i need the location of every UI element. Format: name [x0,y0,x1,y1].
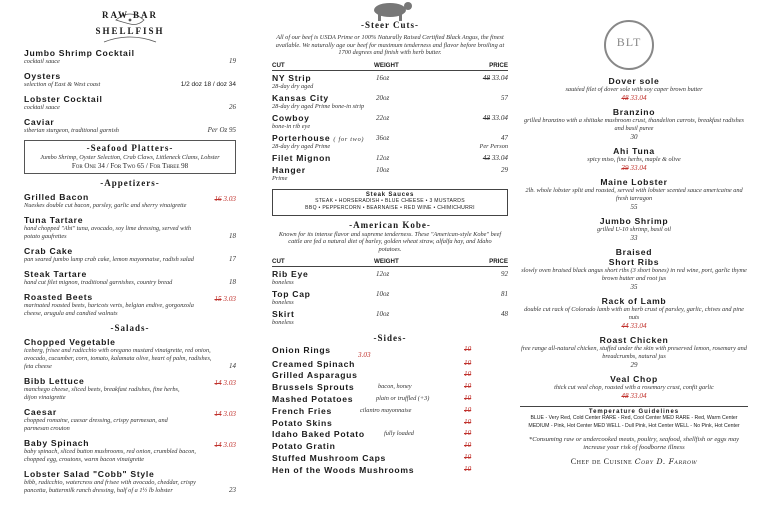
old-price: 14 [214,441,222,449]
steak-row [272,133,508,153]
menu-item [24,337,236,371]
item-price: 18 [229,232,236,240]
item-name: Bibb Lettuce [24,376,85,386]
old-price: 48 [482,73,491,82]
promo-price [214,441,236,449]
platter-desc: Jumbo Shrimp, Oyster Selection, Crab Claws, Littleneck Clams, Lobster [40,154,220,161]
sauces-line: BBQ • PEPPERCORN • BEARNAISE • RED WINE • CHIMICHURRI [305,205,475,212]
menu-item [520,247,748,291]
item-desc: 28-day dry aged [272,82,314,90]
item-weight: 10oz [376,289,390,298]
item-desc: hand cut filet mignon, traditional garnishes, country bread [24,279,173,286]
consumption-warning: *Consuming raw or undercooked meats, poultry, seafood, shellfish or eggs may increase your risk of foodborne illness [528,436,740,452]
item-price: 29 [501,165,508,174]
old-price: 10 [464,405,472,414]
item-price: 92 [501,269,508,278]
item-desc: bibb, radicchio, watercress and frisee with avocado, cheddar, crispy pancetta, buttermilk ranch dressing, half of a 1½ lb lobster [24,479,196,494]
item-name-text: Porterhouse [272,132,331,143]
item-desc: slowly oven braised black angus short ribs (3 short bones) in red wine, port, garlic thyme brown butter and root jus [521,267,747,282]
promo-value: 3.03 [358,350,371,359]
item-name: Rib Eye [272,268,309,279]
col-weight: WEIGHT [374,61,399,69]
old-price: 10 [464,452,472,461]
old-price: 48 [621,94,629,102]
old-price: 44 [621,322,629,330]
item-desc: bacon, honey [378,383,412,391]
section-heading: -Steer Cuts- [360,20,420,30]
item-desc: 28-day dry aged Prime bone-in strip [272,102,365,110]
shellfish-title: SHELLFISH [95,26,165,36]
kobe-row [272,309,508,329]
item-price: 47 [501,133,508,142]
side-item [272,441,508,453]
old-price: 10 [464,441,472,450]
old-price: 43 [482,153,491,162]
old-price: 10 [464,417,472,426]
steak-row [272,113,508,133]
promo-price [214,195,236,203]
promo-value: 33.04 [630,94,647,102]
item-name: Brussels Sprouts [272,382,355,393]
item-desc: 2lb. whole lobster split and roasted, served with lobster scented sauce americaine and fresh tarragon [525,187,743,202]
steer-intro: All of our beef is USDA Prime or 100% Naturally Raised Certified Black Angus, the finest available. We naturally age our beef for maximum tenderness and flavor before broiling at 1700 degrees and finish with herb butter. [275,34,505,57]
item-price: 81 [501,289,508,298]
item-name: Grilled Asparagus [272,370,358,381]
item-name-note: ( for two) [333,135,365,143]
promo-price [483,154,508,162]
promo-value: 3.03 [223,195,236,203]
item-desc: double cut rack of Colorado lamb with an herb crust of parsley, garlic, chives and pine nuts [524,306,744,321]
item-name: Caesar [24,407,57,417]
item-name: NY Strip [272,72,312,83]
item-desc: grilled U-10 shrimp, basil oil [597,226,671,233]
menu-item [24,269,236,287]
menu-item [520,177,748,211]
temps-heading: Temperature Guidelines [588,409,680,415]
item-name: Top Cap [272,288,311,299]
promo-price [214,379,236,387]
item-desc: cocktail sauce [24,104,60,111]
item-name: Crab Cake [24,246,73,256]
menu-item [520,374,748,400]
item-name: French Fries [272,405,332,416]
item-desc: 28-day dry aged Prime [272,142,331,150]
item-price: 19 [229,57,236,65]
menu-item [520,107,748,141]
side-item [272,418,508,430]
item-desc: pan seared jumbo lump crab cake, lemon mayonnaise, radish salad [24,256,194,263]
section-heading: -American Kobe- [349,219,431,230]
item-weight: 10oz [376,165,390,174]
temperature-guidelines [520,406,748,430]
promo-price [214,410,236,418]
menu-item [520,335,748,369]
item-desc: siberian sturgeon, traditional garnish [24,127,119,134]
old-price: 10 [464,393,472,402]
item-name: Roasted Beets [24,292,93,302]
steak-row [272,93,508,113]
item-name: Dover sole [608,76,660,86]
item-name: Mashed Potatoes [272,393,354,404]
item-price: 48 [501,309,508,318]
chef-credit [520,457,748,466]
item-name: Chopped Vegetable [24,337,116,347]
menu-item [24,469,236,495]
menu-item [24,94,236,112]
mains-column [520,0,748,528]
item-name: Creamed Spinach [272,358,356,369]
item-desc: thick cut veal chop, roasted with a rosemary crust, confit garlic [554,384,714,391]
platter-sizes: For One 34 / For Two 65 / For Three 98 [71,162,189,170]
item-desc: boneless [272,318,294,326]
menu-item [24,192,236,210]
steak-table-header [272,62,508,71]
item-price: 14 [229,362,236,370]
old-price: 10 [464,370,472,379]
item-weight: 22oz [376,113,390,122]
item-price: 35 [630,283,638,291]
steak-row [272,73,508,93]
side-item [272,345,508,359]
item-desc: Prime [272,174,288,182]
old-price: 10 [464,382,472,391]
promo-value: 3.03 [223,441,236,449]
item-desc: boneless [272,298,294,306]
old-price: 10 [464,429,472,438]
item-name: Braised Short Ribs [608,247,660,267]
item-name: Hanger [272,164,306,175]
item-name: Cowboy [272,112,310,123]
promo-price [520,392,748,400]
logo-text: BLT [616,35,642,49]
menu-item [24,215,236,241]
raw-bar-title: RAW BAR [101,10,159,20]
old-price: 10 [464,464,472,473]
item-weight: 12oz [376,153,390,162]
menu-item [520,76,748,102]
shrimp-icon [24,0,236,48]
item-name: Oysters [24,71,61,81]
item-desc: boneless [272,278,294,286]
promo-value: 33.04 [630,164,647,172]
promo-value: 33.04 [491,153,508,162]
side-item [272,465,508,477]
steak-column [272,0,508,528]
sauces-heading: Steak Sauces [365,191,415,198]
menu-item [24,438,236,464]
item-desc: selection of East & West coast [24,81,101,88]
old-price: 48 [621,392,629,400]
section-heading: -Seafood Platters- [86,143,174,153]
item-desc: bone-in rib eye [272,122,311,130]
item-desc: cocktail sauce [24,58,60,65]
item-name: Veal Chop [610,374,658,384]
item-price: 18 [229,278,236,286]
item-desc: spicy miso, fine herbs, maple & olive [587,156,681,163]
item-name: Hen of the Woods Mushrooms [272,464,415,475]
col-price: PRICE [489,61,508,69]
side-item [272,429,508,441]
side-item [272,359,508,371]
item-name: Steak Tartare [24,269,87,279]
promo-price [520,94,748,102]
side-item [272,406,508,418]
side-item [272,382,508,394]
section-heading: -Sides- [373,332,407,343]
col-cut: CUT [272,257,285,265]
item-price: 29 [630,361,638,369]
promo-value: 3.03 [223,410,236,418]
item-name: Baby Spinach [24,438,90,448]
item-name: Onion Rings [272,344,331,355]
menu-item [24,292,236,318]
item-price: 33 [630,234,638,242]
menu-item [24,71,236,89]
promo-value: 3.03 [223,295,236,303]
item-price: 57 [501,93,508,102]
old-price: 39 [621,164,629,172]
col-cut: CUT [272,61,285,69]
kobe-row [272,289,508,309]
item-desc: hand chopped "Ahi" tuna, avocado, soy lime dressing, served with potato gaufrettes [24,225,191,240]
item-name: Roast Chicken [599,335,669,345]
item-name: Rack of Lamb [601,296,667,306]
menu-item [520,216,748,242]
item-desc: manchego cheese, sliced beets, breakfast radishes, fine herbs, dijon vinaigrette [24,386,180,401]
item-price: 26 [229,103,236,111]
item-name: Potato Gratin [272,441,336,452]
promo-price [483,74,508,82]
promo-value: 33.04 [491,73,508,82]
kobe-row [272,269,508,289]
item-name: Ahi Tuna [613,146,655,156]
kobe-intro: Known for its intense flavor and supreme tenderness. These "American-style Kobe" beef cattle are fed a natural diet of barley, golden wheat straw, alfalfa hay, and Idaho potatoes. [278,230,502,253]
promo-value: 33.04 [630,392,647,400]
item-weight: 36oz [376,133,390,142]
menu-item [24,48,236,66]
temps-line: MEDIUM - Pink, Hot Center MED WELL - Dull Pink, Hot Center WELL - No Pink, Hot Center [528,422,740,429]
menu-item [24,117,236,135]
item-price: 55 [630,203,638,211]
item-desc: plain or truffled (+3) [376,394,430,402]
item-price: 30 [630,133,638,141]
promo-price [214,295,236,303]
item-desc: Nueskes double cut bacon, parsley, garlic and sherry vinaigrette [24,202,187,209]
steak-row [272,153,508,165]
item-name: Maine Lobster [600,177,668,187]
item-name: Jumbo Shrimp Cocktail [24,48,135,58]
price-note: Per Person [479,142,508,150]
item-desc: free range all-natural chicken, stuffed under the skin with preserved lemon, rosemary and breadcrumbs, natural jus [521,345,747,360]
steak-sauces-box [272,189,508,216]
item-price: 1/2 doz 18 / doz 34 [180,81,236,88]
item-weight: 10oz [376,309,390,318]
old-price: 10 [464,358,472,367]
old-price: 48 [482,113,491,122]
kobe-table-header [272,258,508,267]
chef-signature: Coby D. Farrow [634,457,698,467]
old-price: 15 [214,295,222,303]
item-weight: 16oz [376,73,390,82]
section-heading: -Salads- [110,323,150,333]
item-name: Idaho Baked Potato [272,429,365,440]
seafood-platter-box [24,140,236,174]
item-name: Filet Mignon [272,152,331,163]
menu-item [24,246,236,264]
item-desc: sautéed filet of dover sole with soy caper brown butter [565,86,703,93]
promo-value: 3.03 [223,379,236,387]
side-item [272,370,508,382]
side-item [272,394,508,406]
item-desc: chopped romaine, caesar dressing, crispy parmesan, and parmesan crouton [24,417,168,432]
item-desc: fully loaded [384,430,414,438]
item-name: Caviar [24,117,55,127]
promo-value: 33.04 [630,322,647,330]
menu-item [24,376,236,402]
menu-item [24,407,236,433]
old-price: 14 [214,379,222,387]
item-desc: cilantro mayonnaise [360,406,412,414]
item-desc: grilled branzino with a shiitake mushroom crust, thandelion carrots, breakfast radishes and basil puree [523,117,745,132]
steer-cuts-header [272,6,508,32]
section-heading: -Appetizers- [100,178,160,188]
temps-line: BLUE - Very Red, Cold Center RARE - Red, Cool Center MED RARE - Red, Warm Center [530,415,738,421]
promo-price [483,114,508,122]
promo-price [520,164,748,172]
item-price: 23 [229,486,236,494]
promo-value: 33.04 [491,113,508,122]
item-desc: iceberg, frisee and radicchio with oregano mustard vinaigrette, red onion, avocado, cucumber, corn, tomato, kalamata olive, heart of palm, radishes, feta cheese [24,347,212,370]
side-item [272,453,508,465]
old-price: 10 [464,344,472,353]
item-name: Tuna Tartare [24,215,84,225]
item-weight: 12oz [376,269,390,278]
promo-price [520,322,748,330]
blt-logo [520,20,748,76]
raw-bar-column [24,0,236,528]
item-name: Lobster Salad "Cobb" Style [24,469,155,479]
item-name: Branzino [612,107,656,117]
chef-label: Chef de Cuisine [570,457,633,467]
item-name: Lobster Cocktail [24,94,103,104]
menu-item [520,146,748,172]
item-desc: marinated roasted beets, haricots verts, belgian endive, gorgonzola cheese, arugula and candied walnuts [24,302,194,317]
item-price: Per Oz 95 [207,126,236,134]
menu-item [520,296,748,330]
item-desc: baby spinach, sliced button mushrooms, red onion, crumbled bacon, chopped egg, croutons, warm bacon vinaigrette [24,448,196,463]
sauces-line: STEAK • HORSERADISH • BLUE CHEESE • 3 MUSTARDS [315,197,465,204]
item-name: Kansas City [272,92,329,103]
item-price: 17 [229,255,236,263]
old-price: 16 [214,195,222,203]
item-name: Skirt [272,308,295,319]
item-weight: 20oz [376,93,390,102]
raw-bar-logo [24,0,236,48]
steak-row [272,165,508,185]
item-name: Stuffed Mushroom Caps [272,452,387,463]
item-name: Grilled Bacon [24,192,89,202]
old-price: 14 [214,410,222,418]
item-name: Jumbo Shrimp [599,216,669,226]
col-price: PRICE [489,257,508,265]
item-name: Potato Skins [272,417,333,428]
col-weight: WEIGHT [374,257,399,265]
